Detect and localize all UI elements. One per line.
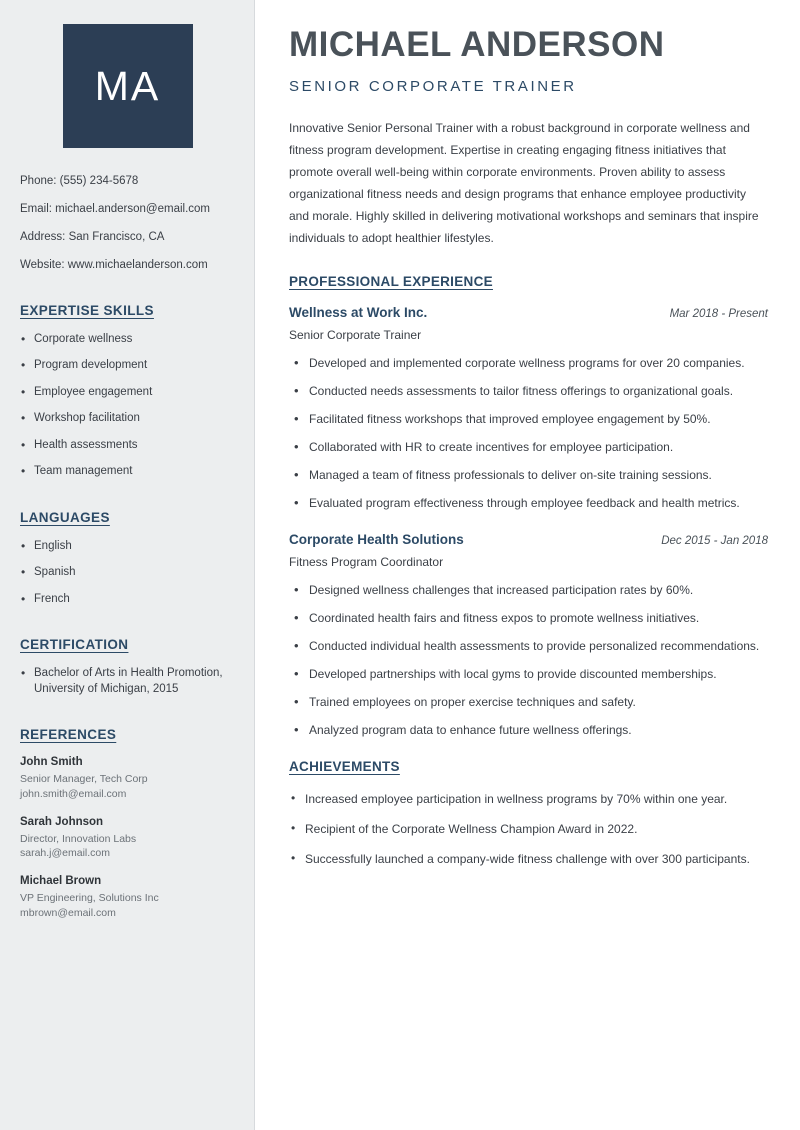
- references-section-title: REFERENCES: [20, 727, 117, 743]
- list-item: • Facilitated fitness workshops that improved employee engagement by 50%.: [289, 410, 768, 428]
- job-title: SENIOR CORPORATE TRAINER: [289, 77, 577, 95]
- list-item: • Increased employee participation in wellness programs by 70% within one year.: [289, 790, 768, 808]
- reference-role: VP Engineering, Solutions Inc: [20, 892, 159, 905]
- list-item: • Conducted needs assessments to tailor fitness offerings to organizational goals.: [289, 382, 768, 400]
- avatar-wrap: [20, 24, 235, 148]
- reference-name: Sarah Johnson: [20, 815, 104, 828]
- reference-item: [20, 756, 235, 801]
- list-item: • Managed a team of fitness professionals to deliver on-site training sessions.: [289, 466, 768, 484]
- contact-website: Website: www.michaelanderson.com: [20, 258, 208, 271]
- list-item: • Corporate wellness: [20, 332, 235, 348]
- list-item: • Evaluated program effectiveness through employee feedback and health metrics.: [289, 494, 768, 512]
- contact-email: Email: michael.anderson@email.com: [20, 202, 210, 215]
- list-item: • Recipient of the Corporate Wellness Champion Award in 2022.: [289, 820, 768, 838]
- list-item: • Conducted individual health assessments to provide personalized recommendations.: [289, 637, 768, 655]
- job-role: Fitness Program Coordinator: [289, 554, 444, 569]
- list-item: • Employee engagement: [20, 385, 235, 401]
- list-item: • Workshop facilitation: [20, 411, 235, 427]
- experience-bullets: [289, 354, 768, 512]
- experience-header: [289, 532, 768, 547]
- company-name: Wellness at Work Inc.: [289, 304, 428, 320]
- skills-list: [20, 332, 235, 480]
- sidebar: [0, 0, 255, 1130]
- list-item: • Developed partnerships with local gyms to provide discounted memberships.: [289, 665, 768, 683]
- list-item: • Collaborated with HR to create incentives for employee participation.: [289, 438, 768, 456]
- reference-item: [20, 816, 235, 861]
- languages-list: [20, 539, 235, 608]
- experience-bullets: [289, 581, 768, 739]
- list-item: • Health assessments: [20, 438, 235, 454]
- achievements-section-title: ACHIEVEMENTS: [289, 758, 400, 774]
- reference-email: john.smith@email.com: [20, 788, 127, 801]
- skills-section-title: EXPERTISE SKILLS: [20, 302, 154, 318]
- list-item: • Team management: [20, 464, 235, 480]
- experience-section-title: PROFESSIONAL EXPERIENCE: [289, 273, 493, 289]
- list-item: • French: [20, 592, 235, 608]
- list-item: • Successfully launched a company-wide fitness challenge with over 300 participants.: [289, 850, 768, 868]
- reference-name: John Smith: [20, 756, 83, 769]
- reference-name: Michael Brown: [20, 875, 102, 888]
- avatar: MA: [63, 24, 193, 148]
- experience-item: [289, 305, 768, 512]
- contact-info: [20, 174, 235, 273]
- contact-phone: Phone: (555) 234-5678: [20, 175, 139, 187]
- list-item: • Program development: [20, 358, 235, 374]
- employment-dates: Dec 2015 - Jan 2018: [661, 534, 768, 547]
- list-item: • English: [20, 539, 235, 555]
- list-item: • Analyzed program data to enhance future wellness offerings.: [289, 721, 768, 739]
- list-item: • Coordinated health fairs and fitness expos to promote wellness initiatives.: [289, 609, 768, 627]
- list-item: • Designed wellness challenges that increased participation rates by 60%.: [289, 581, 768, 599]
- languages-section-title: LANGUAGES: [20, 509, 110, 525]
- list-item: • Bachelor of Arts in Health Promotion, University of Michigan, 2015: [20, 666, 235, 697]
- certification-list: [20, 666, 235, 697]
- list-item: • Trained employees on proper exercise techniques and safety.: [289, 693, 768, 711]
- employment-dates: Mar 2018 - Present: [669, 307, 768, 320]
- job-role: Senior Corporate Trainer: [289, 327, 422, 342]
- achievements-list: [289, 790, 768, 868]
- contact-address: Address: San Francisco, CA: [20, 230, 165, 243]
- reference-role: Senior Manager, Tech Corp: [20, 773, 148, 786]
- company-name: Corporate Health Solutions: [289, 531, 464, 547]
- list-item: • Developed and implemented corporate wellness programs for over 20 companies.: [289, 354, 768, 372]
- reference-item: [20, 875, 235, 920]
- reference-email: mbrown@email.com: [20, 906, 116, 919]
- reference-email: sarah.j@email.com: [20, 847, 111, 860]
- main-content: [255, 0, 800, 1130]
- experience-item: [289, 532, 768, 739]
- reference-role: Director, Innovation Labs: [20, 832, 137, 845]
- page-title: MICHAEL ANDERSON: [289, 25, 665, 64]
- list-item: • Spanish: [20, 565, 235, 581]
- experience-header: [289, 305, 768, 320]
- profile-summary: Innovative Senior Personal Trainer with a robust background in corporate wellness and fitness program development. Expertise in creating engaging fitness initiatives that promote overall well-being within corporate environments. Proven ability to assess organizational fitness needs and design programs that enhance employee productivity and morale. Highly skilled in delivering motivational workshops and seminars that inspire individuals to adopt healthier lifestyles.: [289, 120, 759, 246]
- certification-section-title: CERTIFICATION: [20, 637, 129, 653]
